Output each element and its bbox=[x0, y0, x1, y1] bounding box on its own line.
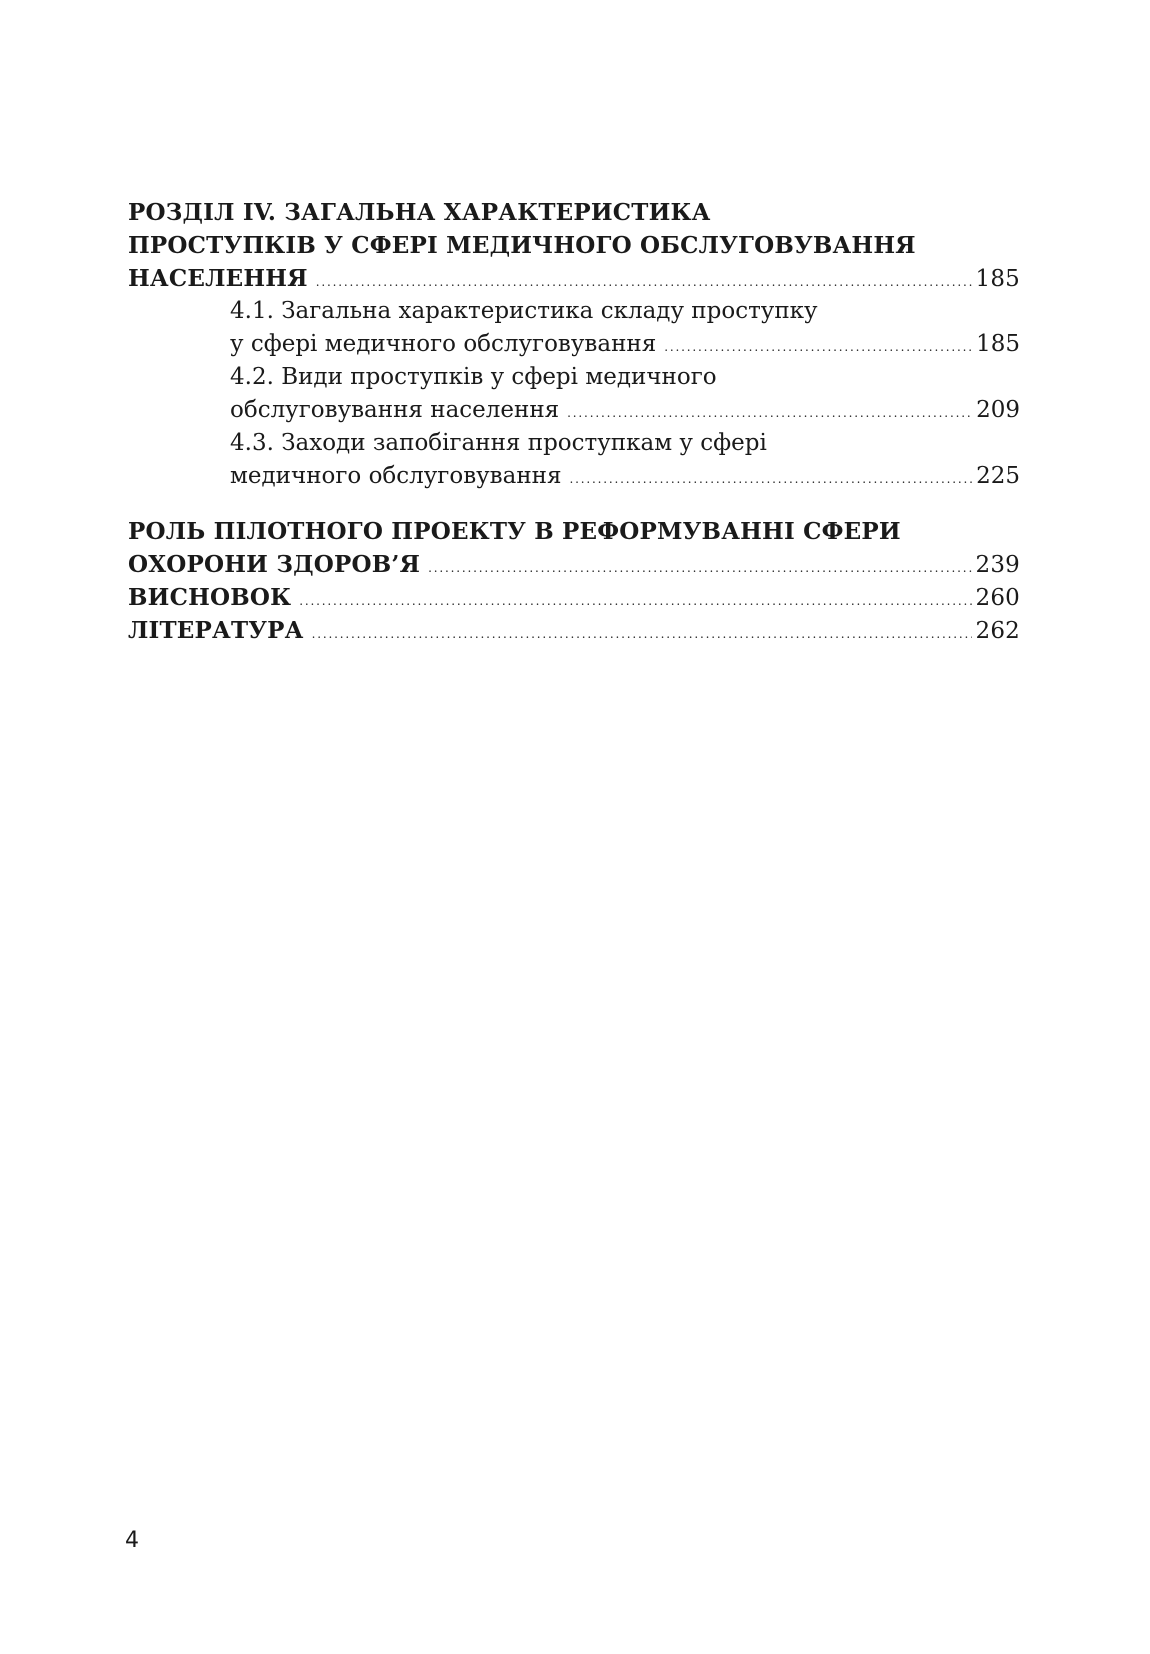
toc-entry-text: ОХОРОНИ ЗДОРОВ’Я bbox=[128, 551, 421, 578]
toc-page-number: 239 bbox=[975, 552, 1020, 578]
dot-leader bbox=[567, 394, 972, 430]
toc-entry-text: 4.1. Загальна характеристика складу проступку bbox=[230, 298, 818, 324]
toc-entry-text: 4.3. Заходи запобігання проступкам у сфері bbox=[230, 430, 767, 456]
dot-leader bbox=[312, 615, 972, 651]
toc-page-number: 185 bbox=[975, 266, 1020, 292]
toc-section4-title-line1 bbox=[128, 196, 1020, 229]
toc-page-number: 225 bbox=[976, 463, 1020, 489]
toc-entry-text: ЛІТЕРАТУРА bbox=[128, 617, 304, 644]
dot-leader bbox=[428, 549, 971, 585]
toc-entry-text: ВИСНОВОК bbox=[128, 584, 292, 611]
toc-entry-text: РОЛЬ ПІЛОТНОГО ПРОЕКТУ В РЕФОРМУВАННІ СФЕРИ bbox=[128, 518, 901, 545]
dot-leader bbox=[570, 460, 973, 496]
toc-subsection-4-1-line1 bbox=[128, 295, 1020, 328]
toc-literature bbox=[128, 614, 1020, 647]
toc-entry-text: у сфері медичного обслуговування bbox=[230, 331, 657, 357]
table-of-contents bbox=[128, 196, 1020, 647]
dot-leader bbox=[664, 328, 972, 364]
toc-page-number: 209 bbox=[976, 397, 1020, 423]
toc-entry-text: НАСЕЛЕННЯ bbox=[128, 265, 308, 292]
toc-page-number: 185 bbox=[976, 331, 1020, 357]
toc-subsection-4-1-line2 bbox=[128, 328, 1020, 361]
page-number: 4 bbox=[125, 1528, 139, 1553]
toc-entry-text: РОЗДІЛ IV. ЗАГАЛЬНА ХАРАКТЕРИСТИКА bbox=[128, 199, 711, 226]
toc-entry-text: ПРОСТУПКІВ У СФЕРІ МЕДИЧНОГО ОБСЛУГОВУВАННЯ bbox=[128, 232, 916, 259]
toc-conclusion bbox=[128, 581, 1020, 614]
toc-section4-title-line3 bbox=[128, 262, 1020, 295]
toc-section4-title-line2 bbox=[128, 229, 1020, 262]
toc-page-number: 262 bbox=[975, 618, 1020, 644]
toc-page-number: 260 bbox=[975, 585, 1020, 611]
dot-leader bbox=[316, 263, 972, 299]
toc-entry-text: обслуговування населення bbox=[230, 397, 560, 423]
toc-subsection-4-2-line2 bbox=[128, 394, 1020, 427]
toc-subsection-4-2-line1 bbox=[128, 361, 1020, 394]
toc-entry-text: медичного обслуговування bbox=[230, 463, 562, 489]
spacer bbox=[128, 493, 1020, 515]
dot-leader bbox=[299, 582, 971, 618]
toc-entry-text: 4.2. Види проступків у сфері медичного bbox=[230, 364, 717, 390]
toc-subsection-4-3-line2 bbox=[128, 460, 1020, 493]
toc-pilot-title-line1 bbox=[128, 515, 1020, 548]
toc-pilot-title-line2 bbox=[128, 548, 1020, 581]
toc-subsection-4-3-line1 bbox=[128, 427, 1020, 460]
